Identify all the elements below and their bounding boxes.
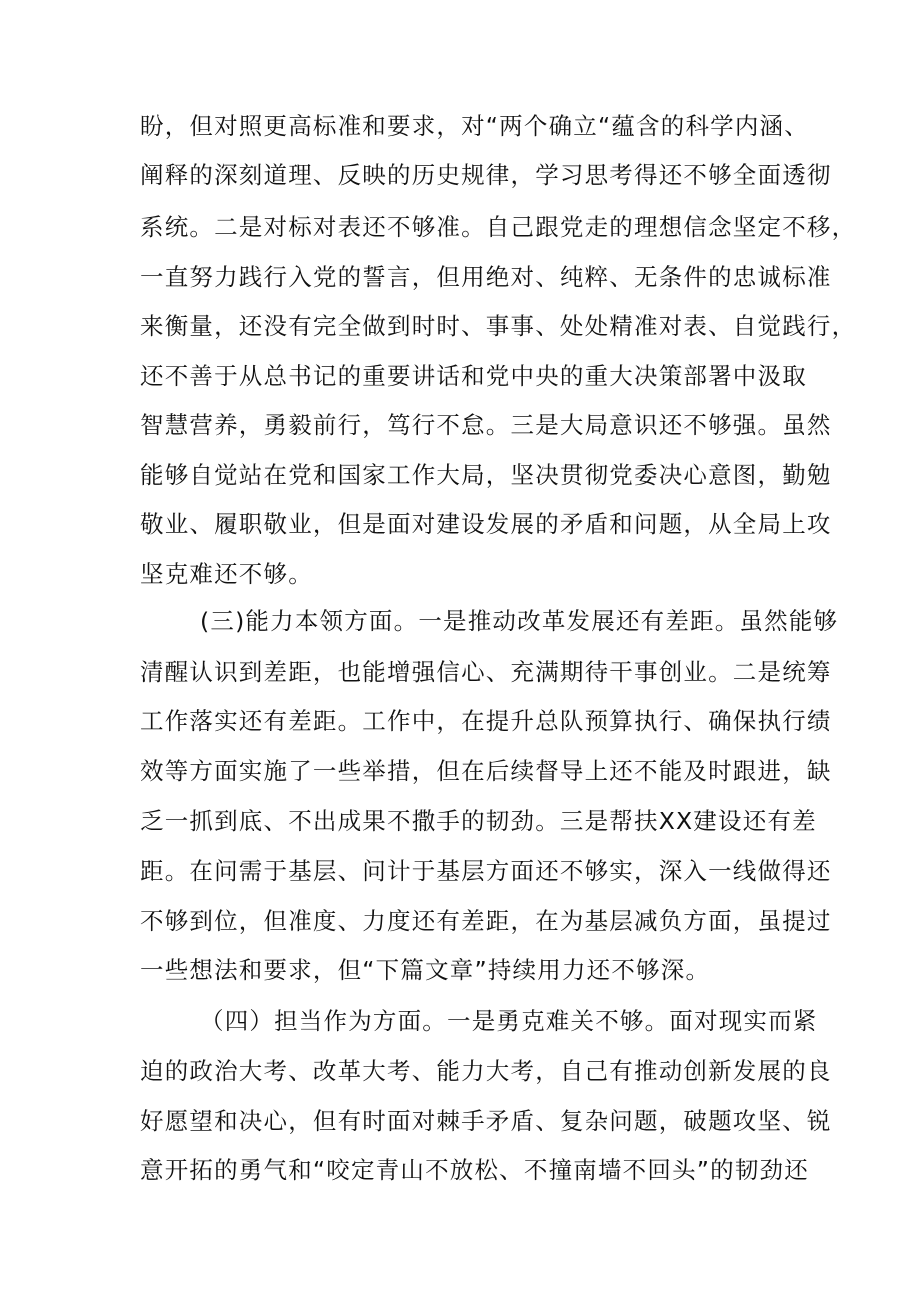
- text-line: 智慧营养，勇毅前行，笃行不怠。三是大局意识还不够强。虽然: [140, 411, 832, 439]
- section-heading-line: (三)能力本领方面。一是推动改革发展还有差距。虽然能够: [200, 607, 839, 635]
- section-heading-line: （四）担当作为方面。一是勇克难关不够。面对现实而紧: [200, 1007, 818, 1035]
- text-line: 清醒认识到差距，也能增强信心、充满期待干事创业。二是统筹: [140, 658, 832, 686]
- text-line: 效等方面实施了一些举措，但在后续督导上还不能及时跟进，缺: [140, 757, 832, 785]
- text-line: 能够自觉站在党和国家工作大局，坚决贯彻党委决心意图，勤勉: [140, 461, 832, 489]
- text-line: 敬业、履职敬业，但是面对建设发展的矛盾和问题，从全局上攻: [140, 510, 832, 538]
- text-line: 阐释的深刻道理、反映的历史规律，学习思考得还不够全面透彻: [140, 161, 832, 189]
- text-line: 乏一抓到底、不出成果不撒手的韧劲。三是帮扶XX建设还有差: [140, 807, 817, 835]
- text-line: 一直努力践行入党的誓言，但用绝对、纯粹、无条件的忠诚标准: [140, 263, 832, 291]
- text-line: 意开拓的勇气和“咬定青山不放松、不撞南墙不回头”的韧劲还: [140, 1156, 809, 1184]
- text-line: 好愿望和决心，但有时面对棘手矛盾、复杂问题，破题攻坚、锐: [140, 1107, 832, 1135]
- text-line: 盼，但对照更高标准和要求，对“两个确立“蕴含的科学内涵、: [140, 112, 809, 140]
- text-line: 来衡量，还没有完全做到时时、事事、处处精准对表、自觉践行，: [140, 312, 857, 340]
- text-line: 迫的政治大考、改革大考、能力大考，自己有推动创新发展的良: [140, 1057, 832, 1085]
- text-line: 不够到位，但准度、力度还有差距，在为基层减负方面，虽提过: [140, 907, 832, 935]
- text-line: 系统。二是对标对表还不够准。自己跟党走的理想信念坚定不移，: [140, 213, 857, 241]
- text-line: 工作落实还有差距。工作中，在提升总队预算执行、确保执行绩: [140, 707, 832, 735]
- text-line: 还不善于从总书记的重要讲话和党中央的重大决策部署中汲取: [140, 362, 807, 390]
- text-line: 坚克难还不够。: [140, 560, 313, 588]
- text-line: 一些想法和要求，但“下篇文章”持续用力还不够深。: [140, 956, 711, 984]
- text-line: 距。在问需于基层、问计于基层方面还不够实，深入一线做得还: [140, 857, 832, 885]
